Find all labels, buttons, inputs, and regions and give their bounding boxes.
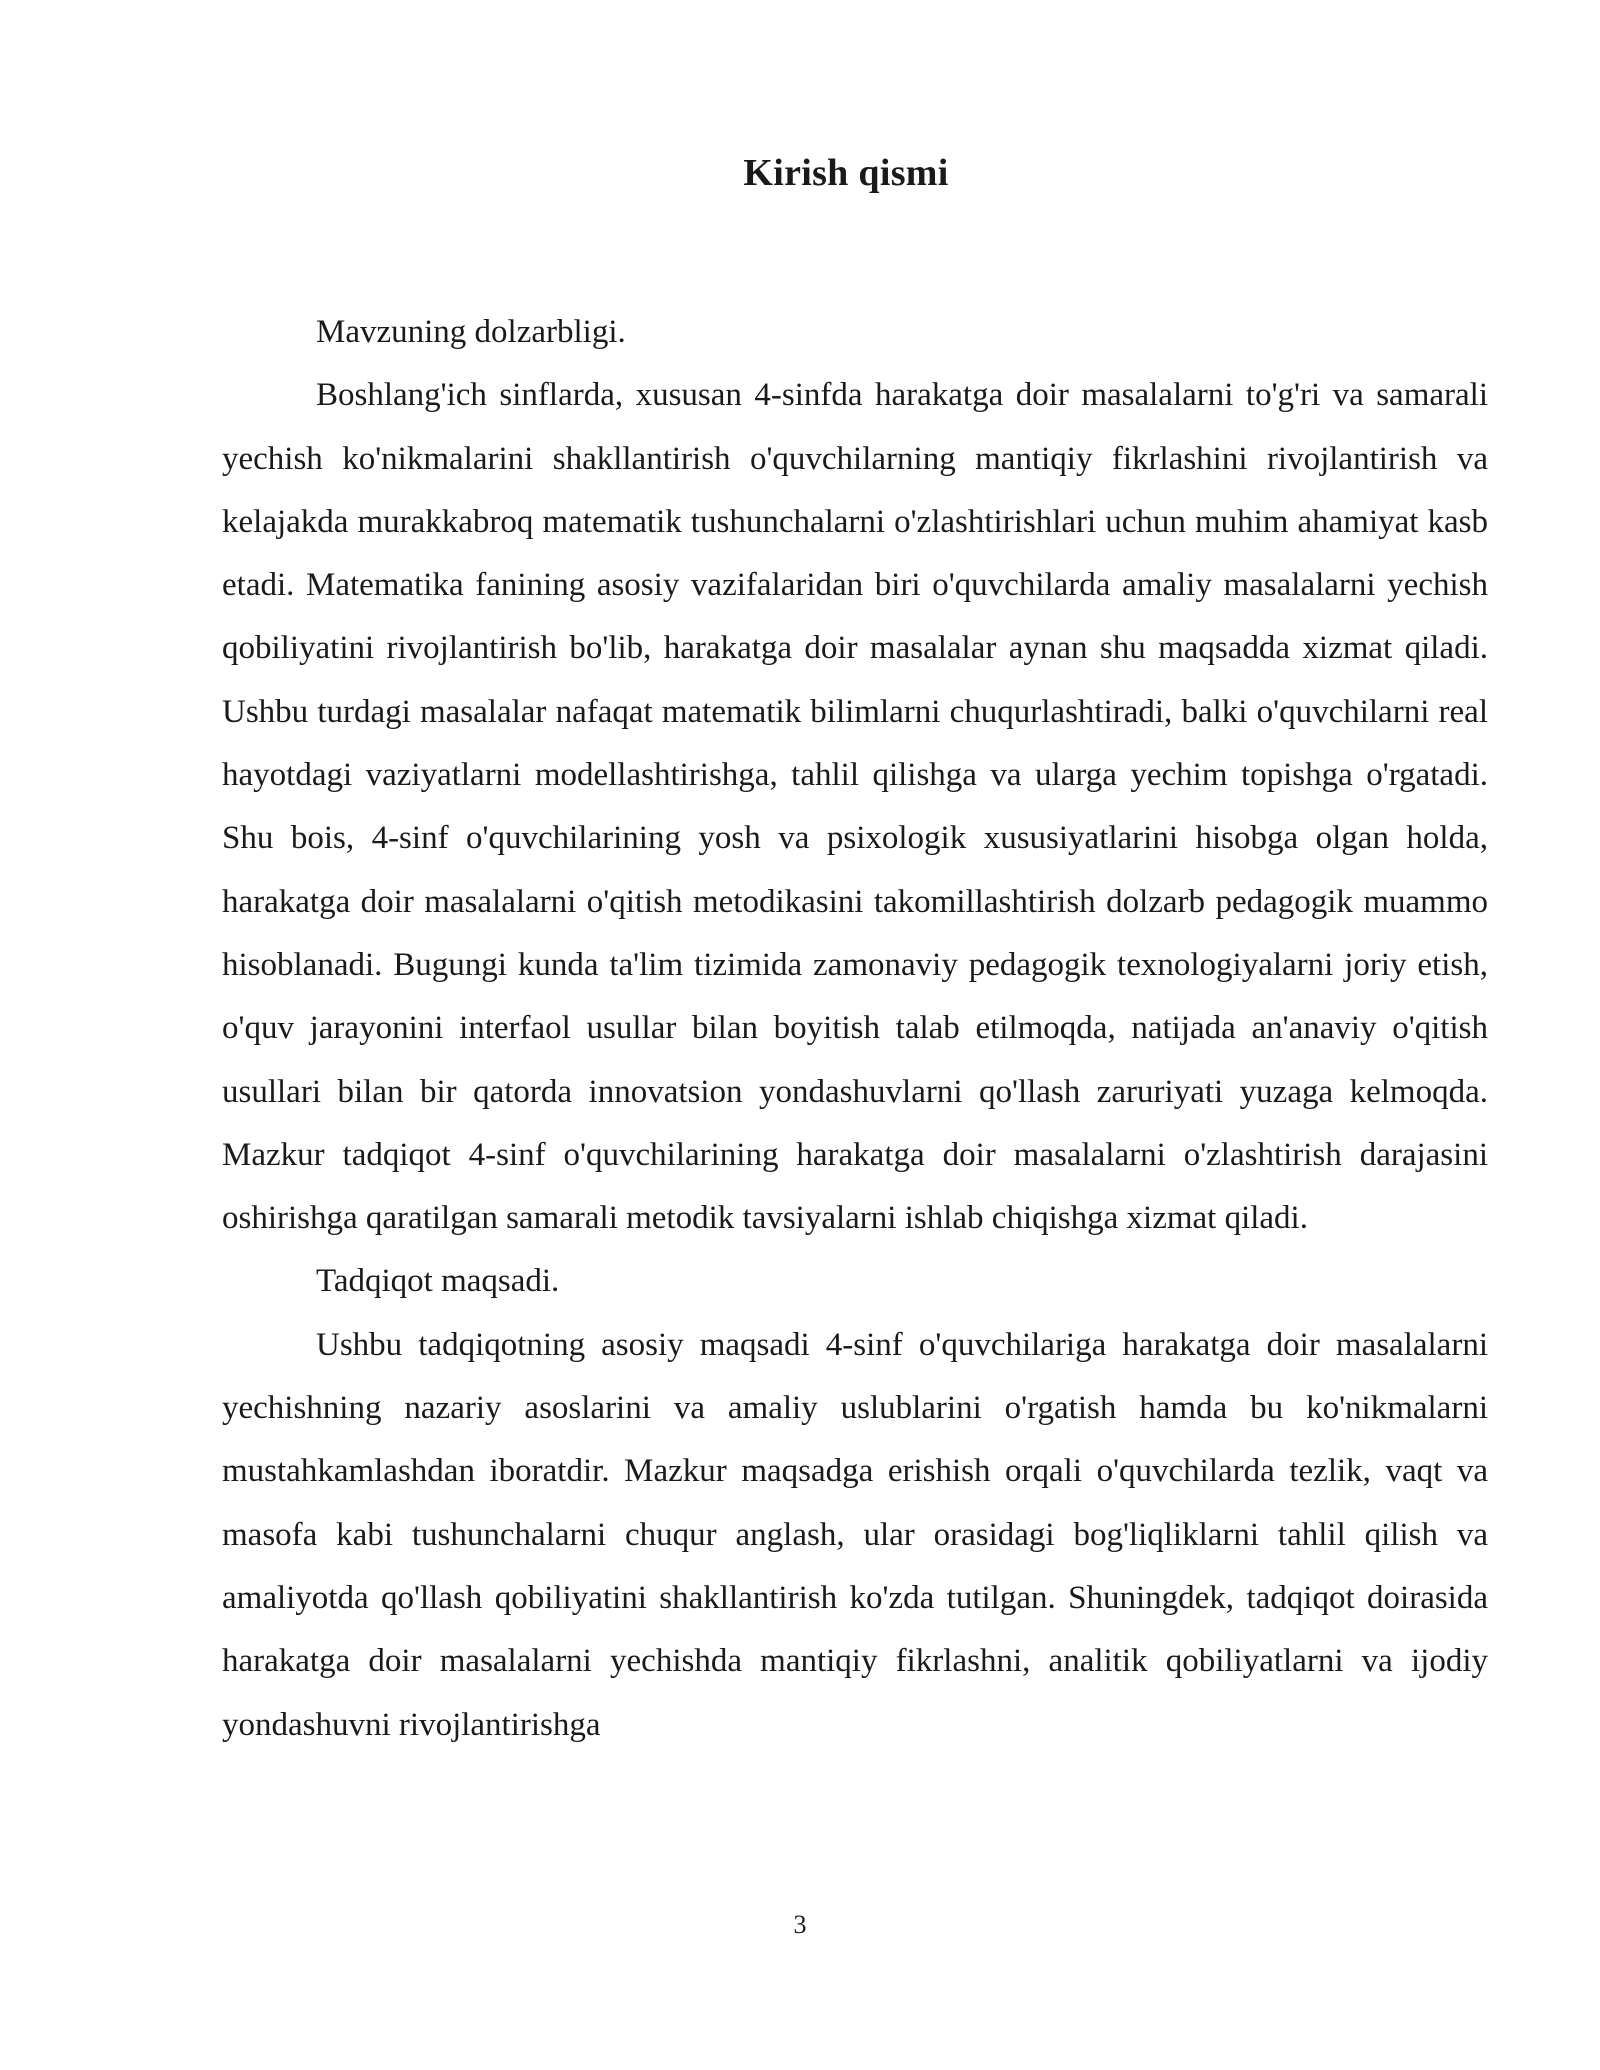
document-body [222,301,1488,1757]
paragraph-purpose: Ushbu tadqiqotning asosiy maqsadi 4-sinf o'quvchilariga harakatga doir masalalarni yechishning nazariy asoslarini va amaliy uslublarini o'rgatish hamda bu ko'nikmalarni mustahkamlashdan iboratdir. Mazkur maqsadga erishish orqali o'quvchilarda tezlik, vaqt va masofa kabi tushunchalarni chuqur anglash, ular orasidagi bog'liqliklarni tahlil qilish va amaliyotda qo'llash qobiliyatini shakllantirish ko'zda tutilgan. Shuningdek, tadqiqot doirasida harakatga doir masalalarni yechishda mantiqiy fikrlashni, analitik qobiliyatlarni va ijodiy yondashuvni rivojlantirishga [222,1326,1488,1743]
page-title: Kirish qismi [743,152,949,194]
page-number: 3 [793,1910,807,1939]
paragraph-relevance: Boshlang'ich sinflarda, xususan 4-sinfda harakatga doir masalalarni to'g'ri va samarali yechish ko'nikmalarini shakllantirish o'quvchilarning mantiqiy fikrlashini rivojlantirish va kelajakda murakkabroq matematik tushunchalarni o'zlashtirishlari uchun muhim ahamiyat kasb etadi. Matematika fanining asosiy vazifalaridan biri o'quvchilarda amaliy masalalarni yechish qobiliyatini rivojlantirish bo'lib, harakatga doir masalalar aynan shu maqsadda xizmat qiladi. Ushbu turdagi masalalar nafaqat matematik bilimlarni chuqurlashtiradi, balki o'quvchilarni real hayotdagi vaziyatlarni modellashtirishga, tahlil qilishga va ularga yechim topishga o'rgatadi. Shu bois, 4-sinf o'quvchilarining yosh va psixologik xususiyatlarini hisobga olgan holda, harakatga doir masalalarni o'qitish metodikasini takomillashtirish dolzarb pedagogik muammo hisoblanadi. Bugungi kunda ta'lim tizimida zamonaviy pedagogik texnologiyalarni joriy etish, o'quv jarayonini interfaol usullar bilan boyitish talab etilmoqda, natijada an'anaviy o'qitish usullari bilan bir qatorda innovatsion yondashuvlarni qo'llash zaruriyati yuzaga kelmoqda. Mazkur tadqiqot 4-sinf o'quvchilarining harakatga doir masalalarni o'zlashtirish darajasini oshirishga qaratilgan samarali metodik tavsiyalarni ishlab chiqishga xizmat qiladi. [222,377,1488,1237]
section-heading-purpose: Tadqiqot maqsadi. [316,1263,560,1300]
section-heading-relevance: Mavzuning dolzarbligi. [316,314,626,350]
